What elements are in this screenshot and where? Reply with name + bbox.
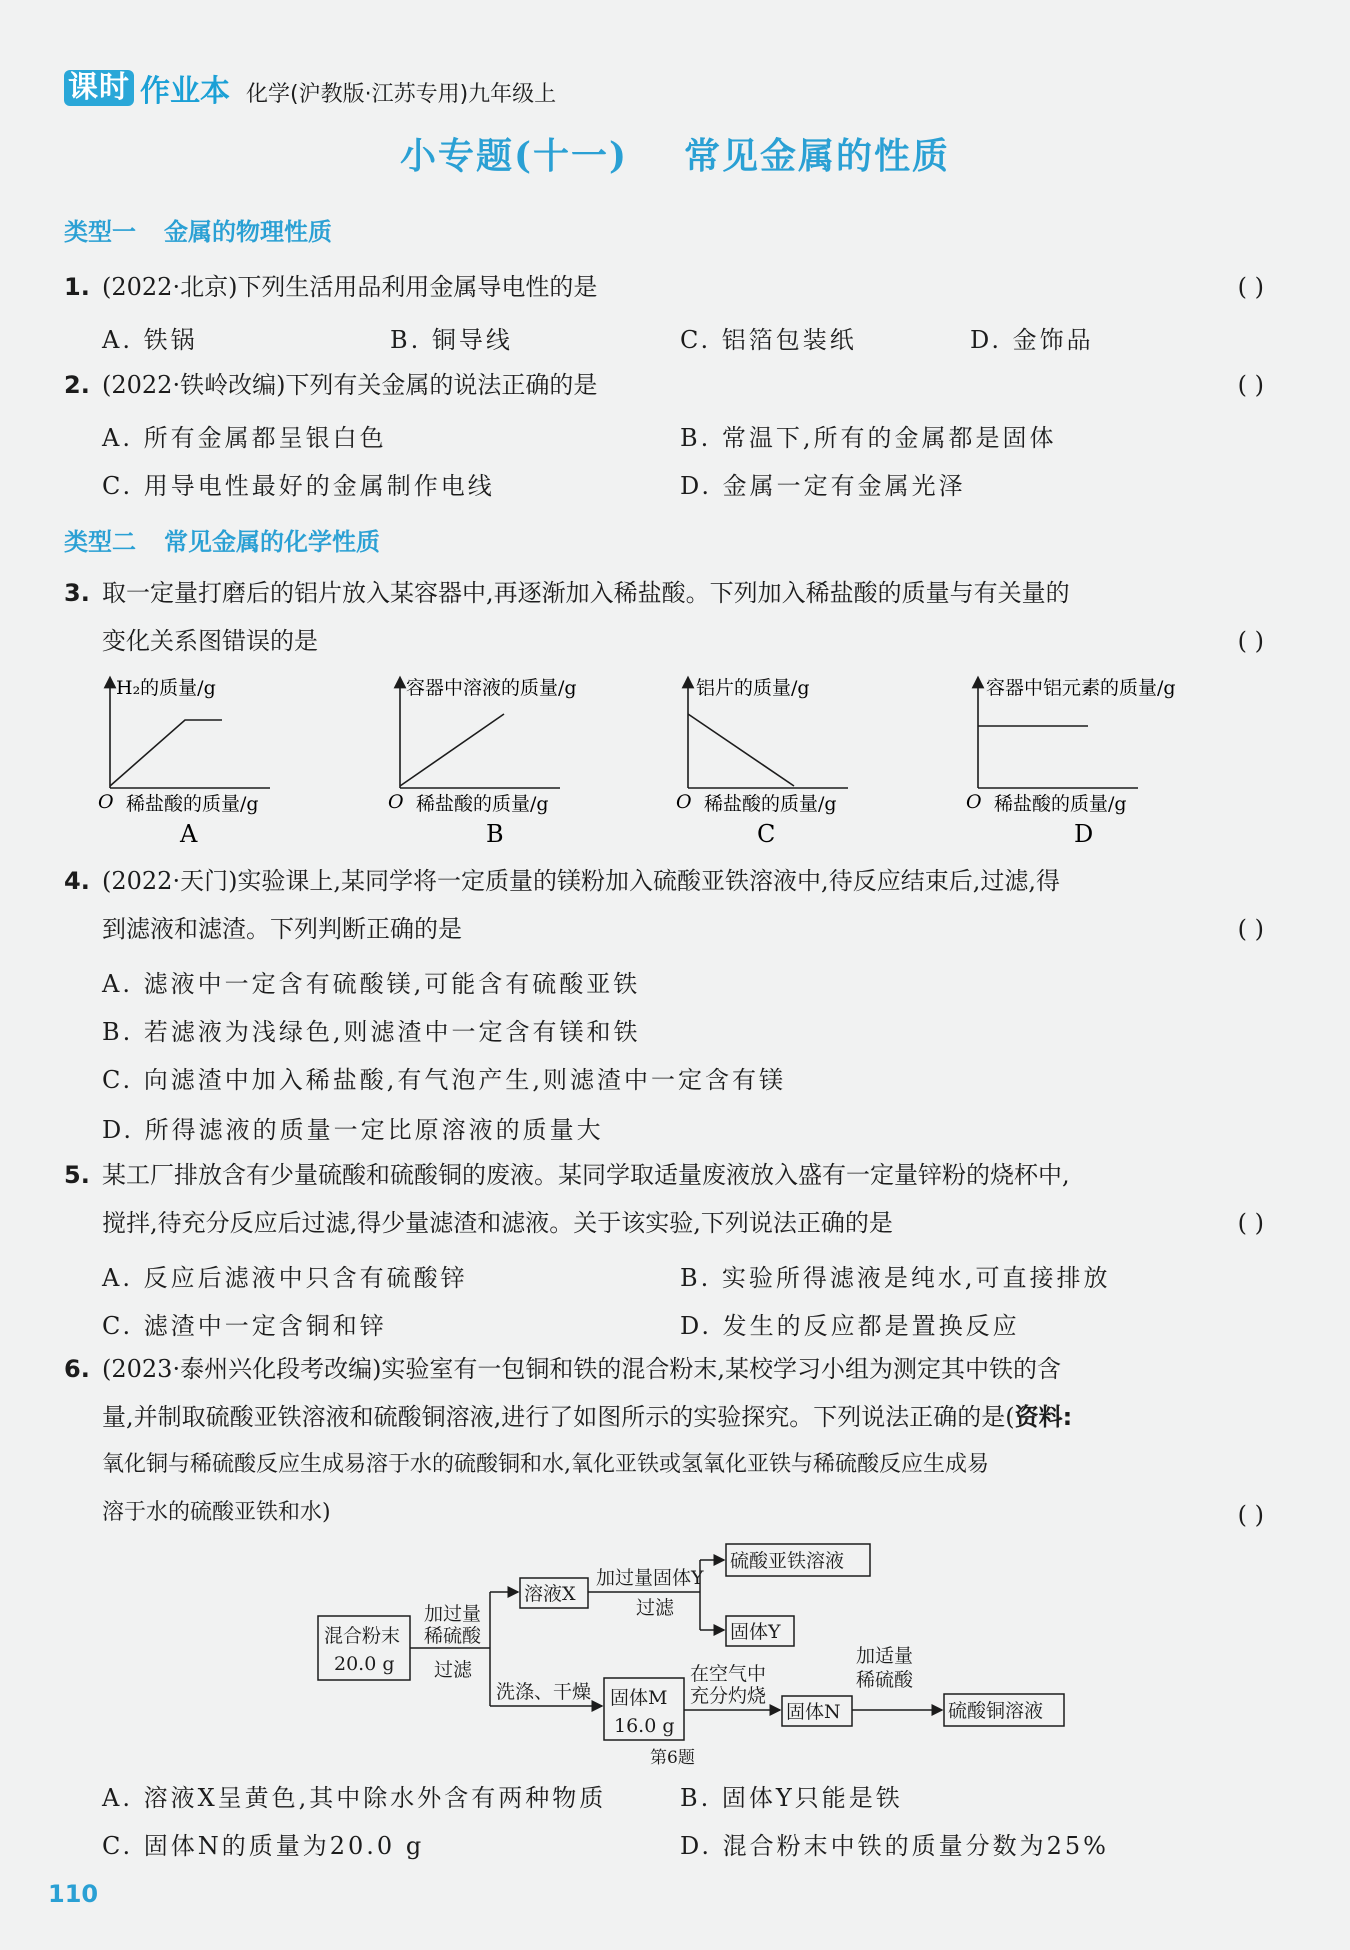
graph-a-xlabel: 稀盐酸的质量/g (126, 793, 259, 815)
burn-a: 在空气中 (690, 1663, 767, 1685)
graph-b-ylabel: 容器中溶液的质量/g (406, 677, 577, 699)
section-label: 类型一 (64, 218, 136, 246)
answer-paren[interactable]: ( ) (1237, 1501, 1264, 1529)
option-6c: C. 固体N的质量为20.0 g (102, 1832, 425, 1860)
burn-b: 充分灼烧 (690, 1685, 767, 1707)
question-5 (64, 1160, 1264, 1238)
filter2: 过滤 (636, 1597, 675, 1619)
answer-paren[interactable]: ( ) (1237, 1209, 1264, 1237)
graph-c-line (688, 714, 794, 786)
title-part2: 常见金属的性质 (684, 135, 951, 177)
option-4a: A. 滤液中一定含有硫酸镁,可能含有硫酸亚铁 (102, 970, 641, 998)
option-6a: A. 溶液X呈黄色,其中除水外含有两种物质 (102, 1784, 607, 1812)
question-number: 5. (64, 1161, 90, 1189)
graph-b (388, 677, 577, 848)
wash-label: 洗涤、干燥 (496, 1681, 592, 1703)
logo-part-a: 课时 (64, 70, 134, 106)
section-label: 类型二 (64, 528, 136, 556)
q3-graphs-svg (0, 670, 1350, 860)
question-text-line2: 搅拌,待充分反应后过滤,得少量滤渣和滤液。关于该实验,下列说法正确的是 (102, 1209, 893, 1237)
graph-a-ylabel: H₂的质量/g (116, 677, 216, 699)
question-text: (2023·泰州兴化段考改编)实验室有一包铜和铁的混合粉末,某校学习小组为测定其中铁的含 (102, 1355, 1062, 1383)
question-text-line2 (64, 1402, 1264, 1432)
addY-label: 加过量固体Y (596, 1567, 704, 1589)
question-2 (64, 370, 1264, 400)
question-text: (2022·铁岭改编)下列有关金属的说法正确的是 (102, 371, 598, 399)
question-text: 取一定量打磨后的铝片放入某容器中,再逐渐加入稀盐酸。下列加入稀盐酸的质量与有关量的 (102, 579, 1070, 607)
question-number: 3. (64, 579, 90, 607)
page-title (0, 128, 1350, 179)
option-2a: A. 所有金属都呈银白色 (102, 424, 387, 452)
option-2c: C. 用导电性最好的金属制作电线 (102, 472, 495, 500)
logo-part-b: 作业本 (140, 74, 230, 109)
answer-paren[interactable]: ( ) (1237, 273, 1264, 301)
question-3 (64, 578, 1264, 656)
header (64, 70, 556, 110)
graph-a-origin: O (98, 791, 114, 813)
acid1-a: 加过量 (424, 1603, 482, 1625)
graph-a-line (110, 720, 222, 786)
graph-a-letter: A (180, 820, 198, 848)
graph-d (966, 677, 1176, 848)
q6-flow-diagram (300, 1530, 1080, 1770)
solidm-mass: 16.0 g (614, 1715, 675, 1737)
question-text-2a: 量,并制取硫酸亚铁溶液和硫酸铜溶液,进行了如图所示的实验探究。下列说法正确的是( (102, 1403, 1015, 1431)
graph-c-letter: C (757, 820, 776, 848)
question-1 (64, 272, 1264, 302)
question-4 (64, 866, 1264, 944)
graph-c-ylabel: 铝片的质量/g (696, 677, 810, 699)
option-6b: B. 固体Y只能是铁 (680, 1784, 903, 1812)
question-text-line2: 到滤液和滤渣。下列判断正确的是 (102, 915, 462, 943)
solidy-label: 固体Y (730, 1621, 781, 1643)
graph-c-origin: O (676, 791, 692, 813)
graph-d-xlabel: 稀盐酸的质量/g (994, 793, 1127, 815)
option-2d: D. 金属一定有金属光泽 (680, 472, 966, 500)
section-heading-2 (64, 522, 380, 557)
solidn-label: 固体N (786, 1701, 841, 1723)
acid2-a: 加适量 (856, 1645, 914, 1667)
question-text-line3: 氧化铜与稀硫酸反应生成易溶于水的硫酸铜和水,氧化亚铁或氢氧化亚铁与稀硫酸反应生成易 (102, 1452, 989, 1477)
question-text: 某工厂排放含有少量硫酸和硫酸铜的废液。某同学取适量废液放入盛有一定量锌粉的烧杯中, (102, 1161, 1070, 1189)
solx-label: 溶液X (524, 1583, 576, 1605)
acid2-b: 稀硫酸 (856, 1669, 914, 1691)
graph-b-xlabel: 稀盐酸的质量/g (416, 793, 549, 815)
book-title: 化学(沪教版·江苏专用)九年级上 (246, 82, 557, 107)
question-number: 2. (64, 371, 90, 399)
question-text-line2: 变化关系图错误的是 (102, 627, 318, 655)
graph-d-letter: D (1074, 820, 1094, 848)
logo (64, 66, 230, 110)
graph-b-letter: B (486, 820, 504, 848)
option-4b: B. 若滤液为浅绿色,则滤渣中一定含有镁和铁 (102, 1018, 641, 1046)
answer-paren[interactable]: ( ) (1237, 371, 1264, 399)
graph-d-origin: O (966, 791, 982, 813)
option-5c: C. 滤渣中一定含铜和锌 (102, 1312, 387, 1340)
graph-c (676, 677, 848, 848)
question-6 (64, 1354, 1264, 1528)
section-name: 金属的物理性质 (164, 218, 332, 246)
question-text-2b: 资料: (1014, 1403, 1073, 1431)
question-number: 1. (64, 273, 90, 301)
section-heading-1 (64, 212, 332, 247)
flow-caption: 第6题 (650, 1748, 695, 1768)
graph-d-ylabel: 容器中铝元素的质量/g (986, 677, 1176, 699)
answer-paren[interactable]: ( ) (1237, 627, 1264, 655)
flow-svg (300, 1530, 1080, 1770)
graph-b-line (400, 714, 504, 786)
cuso4-label: 硫酸铜溶液 (948, 1700, 1044, 1722)
question-text: (2022·北京)下列生活用品利用金属导电性的是 (102, 273, 598, 301)
question-text-line4: 溶于水的硫酸亚铁和水) (102, 1500, 331, 1525)
feso4-label: 硫酸亚铁溶液 (730, 1550, 845, 1572)
option-5b: B. 实验所得滤液是纯水,可直接排放 (680, 1264, 1111, 1292)
acid1-b: 稀硫酸 (424, 1625, 482, 1647)
solidm-label: 固体M (610, 1687, 668, 1709)
graph-c-xlabel: 稀盐酸的质量/g (704, 793, 837, 815)
option-1d: D. 金饰品 (970, 326, 1094, 354)
option-4d: D. 所得滤液的质量一定比原溶液的质量大 (102, 1116, 604, 1144)
option-5a: A. 反应后滤液中只含有硫酸锌 (102, 1264, 468, 1292)
option-1a: A. 铁锅 (102, 326, 198, 354)
question-text: (2022·天门)实验课上,某同学将一定质量的镁粉加入硫酸亚铁溶液中,待反应结束后,过滤,得 (102, 867, 1060, 895)
mix-mass: 20.0 g (334, 1653, 395, 1675)
question-number: 6. (64, 1355, 90, 1383)
graph-a (98, 677, 270, 848)
question-number: 4. (64, 867, 90, 895)
option-2b: B. 常温下,所有的金属都是固体 (680, 424, 1057, 452)
title-part1: 小专题(十一) (399, 135, 629, 177)
q3-graphs (0, 670, 1350, 860)
mix-label: 混合粉末 (324, 1625, 401, 1647)
option-1c: C. 铝箔包装纸 (680, 326, 857, 354)
filter1: 过滤 (434, 1659, 473, 1681)
option-1b: B. 铜导线 (390, 326, 513, 354)
option-5d: D. 发生的反应都是置换反应 (680, 1312, 1020, 1340)
answer-paren[interactable]: ( ) (1237, 915, 1264, 943)
section-name: 常见金属的化学性质 (164, 528, 380, 556)
option-4c: C. 向滤渣中加入稀盐酸,有气泡产生,则滤渣中一定含有镁 (102, 1066, 787, 1094)
graph-b-origin: O (388, 791, 404, 813)
option-6d: D. 混合粉末中铁的质量分数为25% (680, 1832, 1109, 1860)
page-number: 110 (48, 1880, 99, 1908)
